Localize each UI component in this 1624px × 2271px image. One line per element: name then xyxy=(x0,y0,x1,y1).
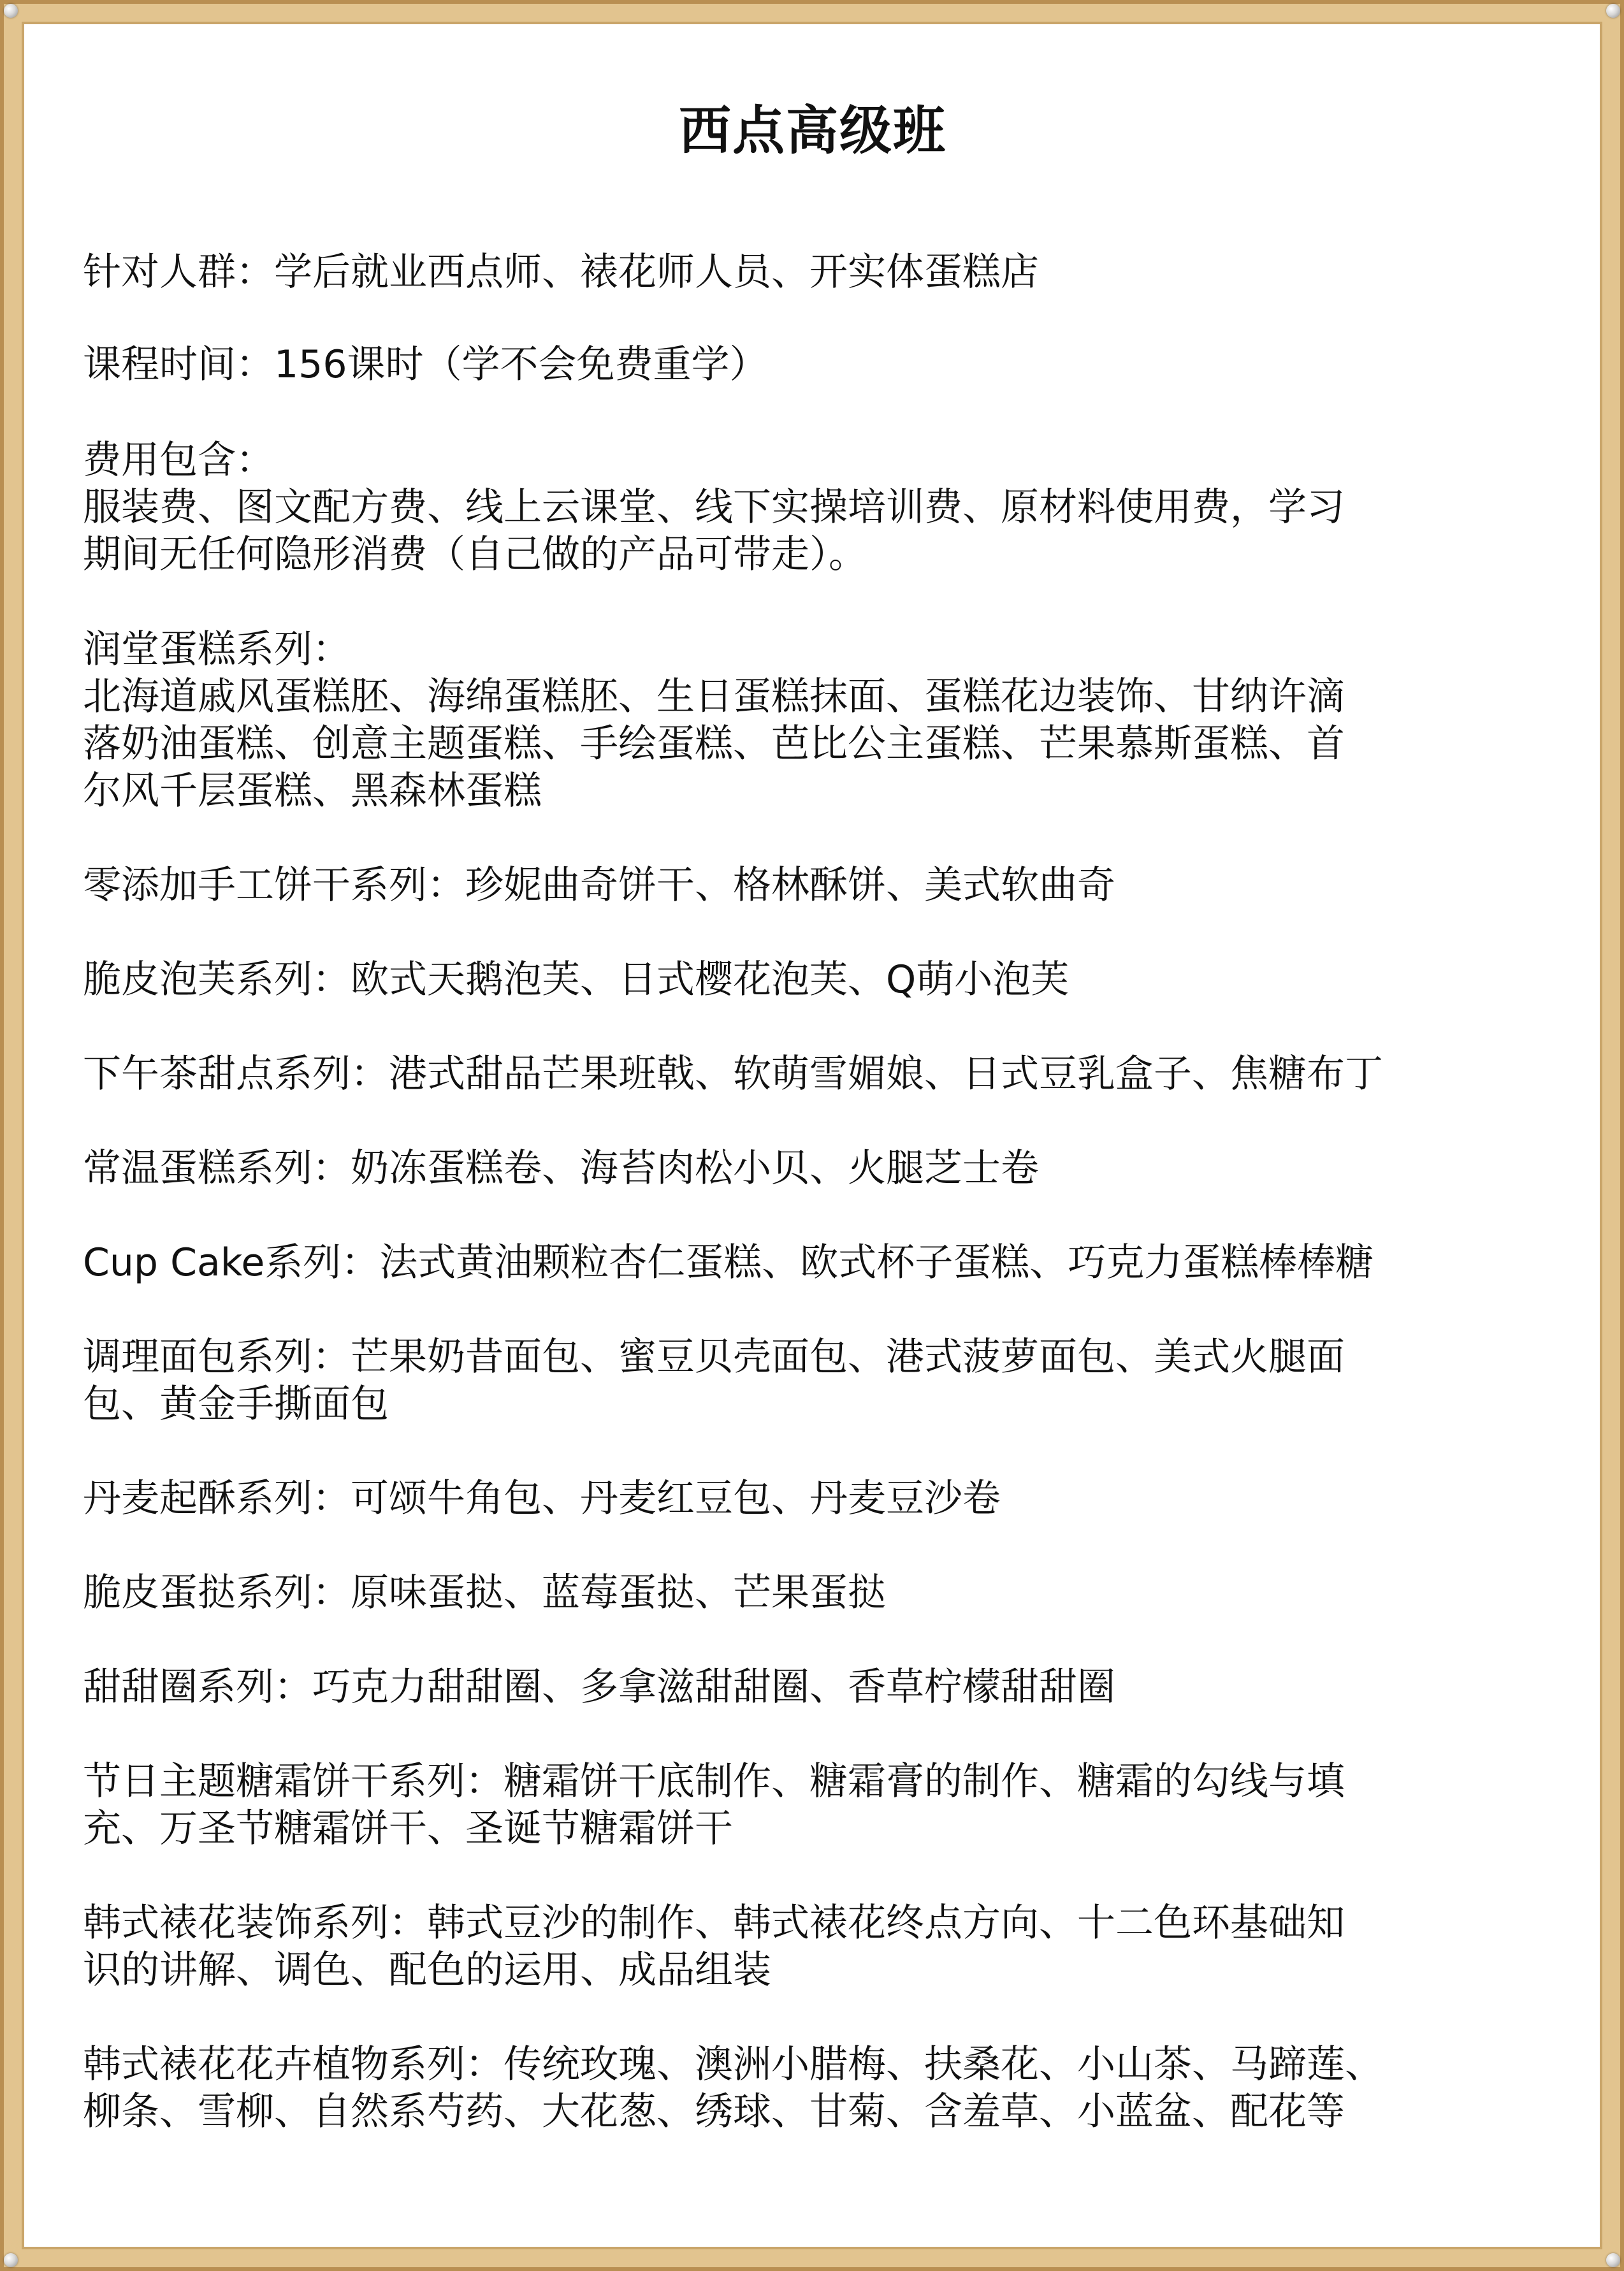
text-line: 识的讲解、调色、配色的运用、成品组装 xyxy=(83,1948,771,1992)
text-line: 尔风千层蛋糕、黑森林蛋糕 xyxy=(83,769,542,813)
paragraph-afternoon-tea xyxy=(83,1050,1542,1098)
paragraph-donut xyxy=(83,1664,1542,1711)
paragraph-korean-decor xyxy=(83,1899,1542,1994)
corner-pin-icon xyxy=(4,2253,18,2267)
text-line: 费用包含： xyxy=(83,438,274,482)
paragraph-cupcake xyxy=(83,1239,1542,1286)
corner-pin-icon xyxy=(1606,4,1620,18)
text-line: 脆皮泡芙系列：欧式天鹅泡芙、日式樱花泡芙、Q萌小泡芙 xyxy=(83,957,1069,1002)
paragraph-icing-cookies xyxy=(83,1758,1542,1852)
paragraph-korean-flowers xyxy=(83,2041,1542,2135)
text-line: 零添加手工饼干系列：珍妮曲奇饼干、格林酥饼、美式软曲奇 xyxy=(83,863,1115,908)
page-title: 西点高级班 xyxy=(678,101,946,161)
corner-pin-icon xyxy=(4,4,18,18)
paragraph-fees xyxy=(83,437,1542,578)
text-line: 调理面包系列：芒果奶昔面包、蜜豆贝壳面包、港式菠萝面包、美式火腿面 xyxy=(83,1335,1345,1379)
paragraph-puffs xyxy=(83,956,1542,1003)
text-line: 服装费、图文配方费、线上云课堂、线下实操培训费、原材料使用费，学习 xyxy=(83,485,1345,530)
paragraph-egg-tart xyxy=(83,1569,1542,1616)
paragraph-bread xyxy=(83,1333,1542,1428)
text-line: Cup Cake系列：法式黄油颗粒杏仁蛋糕、欧式杯子蛋糕、巧克力蛋糕棒棒糖 xyxy=(83,1240,1374,1285)
text-line: 期间无任何隐形消费（自己做的产品可带走）。 xyxy=(83,532,867,577)
text-line: 针对人群：学后就业西点师、裱花师人员、开实体蛋糕店 xyxy=(83,250,1039,294)
text-line: 柳条、雪柳、自然系芍药、大花葱、绣球、甘菊、含羞草、小蓝盆、配花等 xyxy=(83,2089,1345,2134)
text-line: 韩式裱花花卉植物系列：传统玫瑰、澳洲小腊梅、扶桑花、小山茶、马蹄莲、 xyxy=(83,2042,1383,2087)
text-line: 脆皮蛋挞系列：原味蛋挞、蓝莓蛋挞、芒果蛋挞 xyxy=(83,1571,886,1615)
text-line: 甜甜圈系列：巧克力甜甜圈、多拿滋甜甜圈、香草柠檬甜甜圈 xyxy=(83,1665,1115,1709)
text-line: 落奶油蛋糕、创意主题蛋糕、手绘蛋糕、芭比公主蛋糕、芒果慕斯蛋糕、首 xyxy=(83,722,1345,766)
paragraph-cookies xyxy=(83,862,1542,909)
paragraph-danish xyxy=(83,1475,1542,1522)
text-line: 润堂蛋糕系列： xyxy=(83,627,351,672)
text-line: 节日主题糖霜饼干系列：糖霜饼干底制作、糖霜膏的制作、糖霜的勾线与填 xyxy=(83,1759,1345,1804)
text-line: 韩式裱花装饰系列：韩式豆沙的制作、韩式裱花终点方向、十二色环基础知 xyxy=(83,1901,1345,1945)
text-line: 常温蛋糕系列：奶冻蛋糕卷、海苔肉松小贝、火腿芝士卷 xyxy=(83,1146,1039,1191)
text-line: 课程时间：156课时（学不会免费重学） xyxy=(83,342,768,387)
paragraph-runtang-cake xyxy=(83,626,1542,815)
paragraph-room-temp-cake xyxy=(83,1145,1542,1192)
text-line: 充、万圣节糖霜饼干、圣诞节糖霜饼干 xyxy=(83,1806,733,1851)
paragraph-target-audience xyxy=(83,249,1542,296)
paragraph-duration xyxy=(83,341,1542,388)
corner-pin-icon xyxy=(1606,2253,1620,2267)
text-line: 包、黄金手撕面包 xyxy=(83,1382,389,1426)
text-line: 北海道戚风蛋糕胚、海绵蛋糕胚、生日蛋糕抹面、蛋糕花边装饰、甘纳许滴 xyxy=(83,674,1345,719)
text-line: 丹麦起酥系列：可颂牛角包、丹麦红豆包、丹麦豆沙卷 xyxy=(83,1476,1001,1521)
text-line: 下午茶甜点系列：港式甜品芒果班戟、软萌雪媚娘、日式豆乳盒子、焦糖布丁 xyxy=(83,1052,1383,1096)
